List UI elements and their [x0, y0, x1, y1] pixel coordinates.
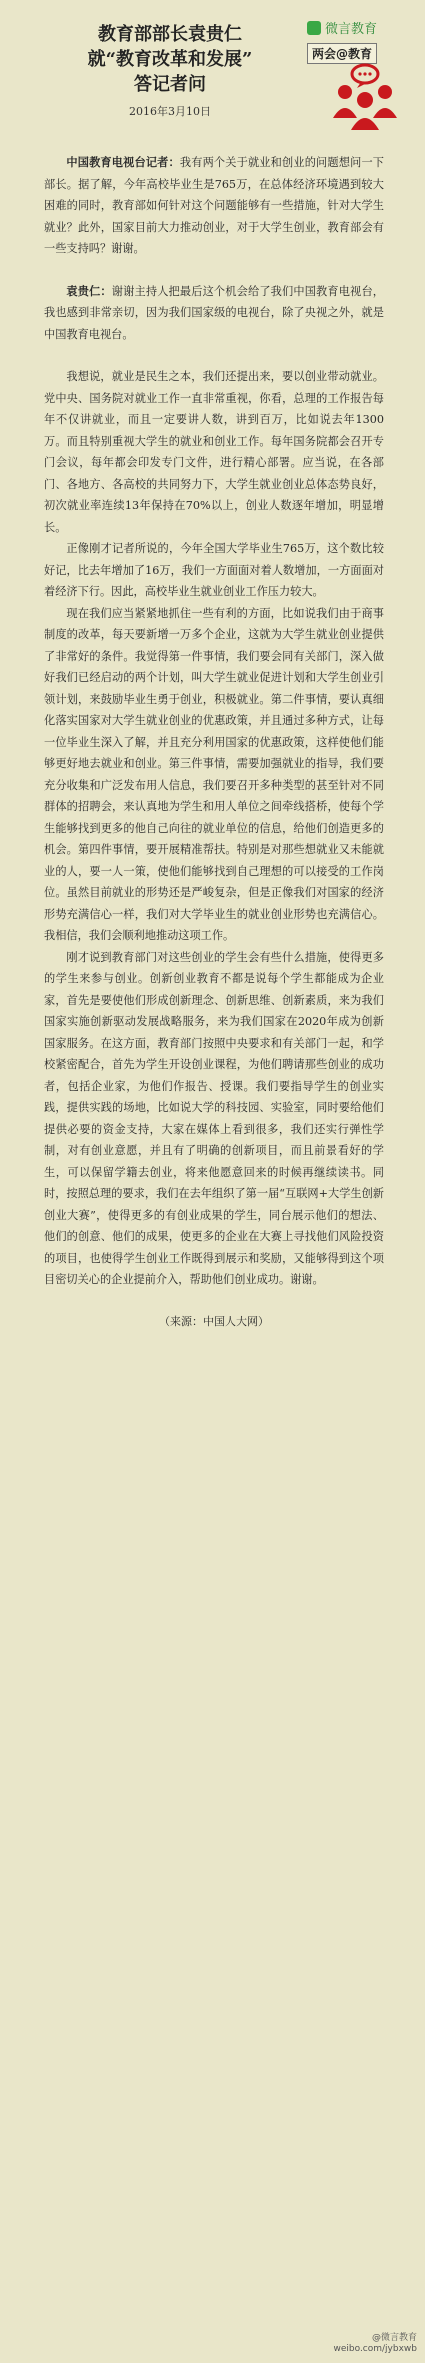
question-text: 我有两个关于就业和创业的问题想问一下部长。据了解，今年高校毕业生是765万，在总体经济环境遇到较大困难的同时，教育部如何针对这个问题能够有一些措施，针对大学生就业？此外，国家目前大力推动创业，对于大学生创业，教育部会有一些支持吗？谢谢。	[44, 156, 384, 255]
answer-paragraph: 正像刚才记者所说的，今年全国大学毕业生765万，这个数比较好记，比去年增加了16万，我们一方面面对着人数增加，一方面面对着经济下行。因此，高校毕业生就业创业工作压力较大。	[44, 542, 384, 598]
brand-logo-icon	[307, 21, 321, 35]
header	[0, 0, 425, 140]
title-block	[40, 22, 300, 119]
answer-paragraph: 现在我们应当紧紧地抓住一些有利的方面，比如说我们由于商事制度的改革，每天要新增一万多个企业，这就为大学生就业创业提供了非常好的条件。我觉得第一件事情，我们要会同有关部门，深入做好我们已经启动的两个计划，叫大学生就业促进计划和大学生创业引领计划，来鼓励毕业生勇于创业，积极就业。第二件事情，要认真细化落实国家对大学生就业创业的优惠政策，并且通过多种方式，让每一位毕业生深入了解，并且充分利用国家的优惠政策，这样使他们能够更好地去就业和创业。第三件事情，需要加强就业的指导，我们要充分收集和广泛发布用人信息，我们要召开多种类型的甚至针对不同群体的招聘会，来认真地为学生和用人单位之间牵线搭桥，使每个学生能够找到更多的他自己向往的就业单位的信息，给他们创造更多的机会。第四件事情，要开展精准帮扶。特别是对那些想就业又未能就业的人，要一人一策，使他们能够找到自己理想的可以接受的工作岗位。虽然目前就业的形势还是严峻复杂，但是正像我们对国家的经济形势充满信心一样，我们对大学毕业生的就业创业形势也充满信心。我相信，我们会顺利地推动这项工作。	[44, 606, 384, 942]
answer-speaker: 袁贵仁：	[66, 283, 112, 298]
answer-paragraph: 我想说，就业是民生之本，我们还提出来，要以创业带动就业。党中央、国务院对就业工作一直非常重视，你看，总理的工作报告每年不仅讲就业，而且一定要讲人数，讲到百万，比如说去年1300万。而且特别重视大学生的就业和创业工作。每年国务院都会召开专门会议，每年都会印发专门文件，进行精心部署。应当说，在各部门、各地方、各高校的共同努力下，大学生就业创业总体态势良好，初次就业率连续13年保持在70%以上，创业人数逐年增加，明显增长。	[44, 370, 384, 534]
answer-paragraph: 刚才说到教育部门对这些创业的学生会有些什么措施，使得更多的学生来参与创业。创新创业教育不都是说每个学生都能成为企业家，首先是要使他们形成创新理念、创新思维、创新素质，来为我们国家实施创新驱动发展战略服务，来为我们国家在2020年成为创新国家服务。在这方面，教育部门按照中央要求和有关部门一起，和学校紧密配合，首先为学生开设创业课程，为他们聘请那些创业的成功者，包括企业家，为他们作报告、授课。我们要指导学生的创业实践，提供实践的场地，比如说大学的科技园、实验室，同时要给他们提供必要的资金支持，大家在媒体上看到很多，我们还实行弹性学制，对有创业意愿，并且有了明确的创新项目，而且前景看好的学生，可以保留学籍去创业，将来他愿意回来的时候再继续读书。同时，按照总理的要求，我们在去年组织了第一届“互联网+大学生创新创业大赛”，使得更多的有创业成果的学生，同台展示他们的想法、他们的创意、他们的成果，使更多的企业在大赛上寻找他们风险投资的项目，也使得学生创业工作既得到展示和奖励，又能够得到这个项目密切关心的企业提前介入，帮助他们创业成功。谢谢。	[44, 950, 384, 1286]
question-speaker: 中国教育电视台记者：	[66, 155, 180, 169]
title-line-3: 答记者问	[134, 74, 206, 95]
brand	[307, 18, 407, 64]
brand-tag: 两会@教育	[307, 43, 377, 64]
question-paragraph	[44, 152, 384, 260]
watermark-url: weibo.com/jybxwb	[333, 2344, 417, 2354]
answer-intro-paragraph	[44, 281, 384, 346]
date: 2016年3月10日	[129, 105, 211, 118]
watermark	[333, 2333, 417, 2355]
source-note: （来源：中国人大网）	[159, 1314, 269, 1328]
article-body	[44, 152, 384, 1329]
watermark-handle: @微言教育	[371, 2333, 417, 2343]
answer-intro-text: 谢谢主持人把最后这个机会给了我们中国教育电视台，我也感到非常亲切，因为我们国家级的电视台，除了央视之外，就是中国教育电视台。	[44, 284, 384, 341]
title-line-2: 就“教育改革和发展”	[87, 49, 253, 70]
title-line-1: 教育部部长袁贵仁	[98, 24, 242, 45]
people-speech-icon	[325, 62, 405, 132]
brand-name: 微言教育	[325, 22, 378, 37]
